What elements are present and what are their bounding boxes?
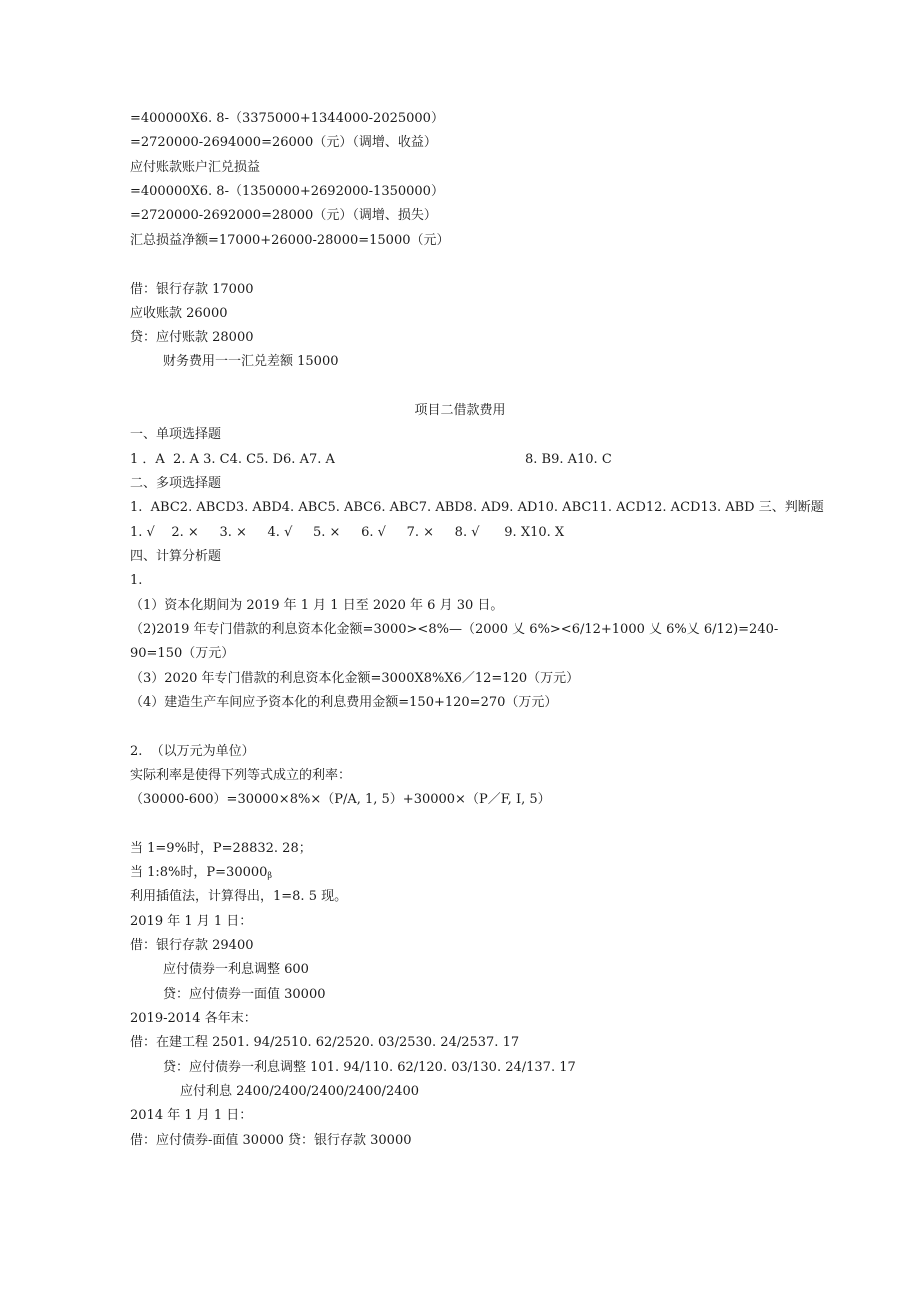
text-line: （1）资本化期间为 2019 年 1 月 1 日至 2020 年 6 月 30 日。 [130,598,504,613]
text-line: 2014 年 1 月 1 日： [130,1108,253,1123]
text-line: （2)2019 年专门借款的利息资本化金额=3000><8%—（2000 乂 6%><6/12+1000 乂 6%乂 6/12)=240- [130,622,779,637]
text-line: 2019-2014 各年末： [130,1011,257,1026]
journal-line: 应付利息 2400/2400/2400/2400/2400 [180,1084,420,1099]
section-title: 项目二借款费用 [414,403,506,418]
text-line: （4）建造生产车间应予资本化的利息费用金额=150+120=270（万元） [130,695,558,710]
journal-line: 贷：应付债券一面值 30000 [163,987,326,1002]
subscript-mark: β [267,871,273,880]
section-heading: 二、多项选择题 [130,476,222,491]
text-line: 90=150（万元） [130,646,235,661]
text-line: =400000X6. 8-（1350000+2692000-1350000） [130,184,444,199]
journal-line: 贷：应付账款 28000 [130,330,254,345]
answer-line: 1 ．A 2. A 3. C4. C5. D6. A7. A [130,452,335,467]
text-line: 1. [130,573,143,588]
text-line: 当 1=9%时，P=28832. 28； [130,841,312,856]
journal-line: 应付债券一利息调整 600 [163,962,309,977]
text-line [130,864,272,885]
journal-line: 借：银行存款 17000 [130,282,254,297]
journal-line: 借：在建工程 2501. 94/2510. 62/2520. 03/2530. 24/2537. 17 [130,1035,520,1050]
answer-line: 1. √ 2. × 3. × 4. √ 5. × 6. √ 7. × 8. √ 9. X10. X [130,525,565,540]
text-line: 应付账款账户汇兑损益 [130,160,261,175]
answer-line: 8. B9. A10. C [525,452,612,467]
answer-line: 1. ABC2. ABCD3. ABD4. ABC5. ABC6. ABC7. ABD8. AD9. AD10. ABC11. ACD12. ACD13. ABD 三、判断题 [130,500,824,515]
text-line: =400000X6. 8-（3375000+1344000-2025000） [130,111,444,126]
text-line: 汇总损益净额=17000+26000-28000=15000（元） [130,233,450,248]
text-line: 2. （以万元为单位） [130,744,255,759]
journal-line: 借：银行存款 29400 [130,938,254,953]
text-line: 实际利率是使得下列等式成立的利率： [130,768,352,783]
journal-line: 借：应付债券-面值 30000 贷：银行存款 30000 [130,1133,412,1148]
formula-line: （30000-600）=30000×8%×（P/A, 1, 5）+30000×（P／F, I, 5） [130,792,551,807]
text-span: 当 1:8%时，P=30000 [130,865,268,880]
section-heading: 一、单项选择题 [130,427,222,442]
text-line: 2019 年 1 月 1 日： [130,914,253,929]
section-heading: 四、计算分析题 [130,549,222,564]
text-line: =2720000-2692000=28000（元）（调增、损失） [130,208,437,223]
journal-line: 贷：应付债券一利息调整 101. 94/110. 62/120. 03/130. 24/137. 17 [163,1060,576,1075]
text-line: 利用插值法，计算得出，1=8. 5 现。 [130,889,348,904]
journal-line: 应收账款 26000 [130,306,228,321]
text-line: （3）2020 年专门借款的利息资本化金额=3000X8%X6／12=120（万元） [130,671,580,686]
journal-line: 财务费用一一汇兑差额 15000 [163,354,339,369]
text-line: =2720000-2694000=26000（元）（调增、收益） [130,135,437,150]
